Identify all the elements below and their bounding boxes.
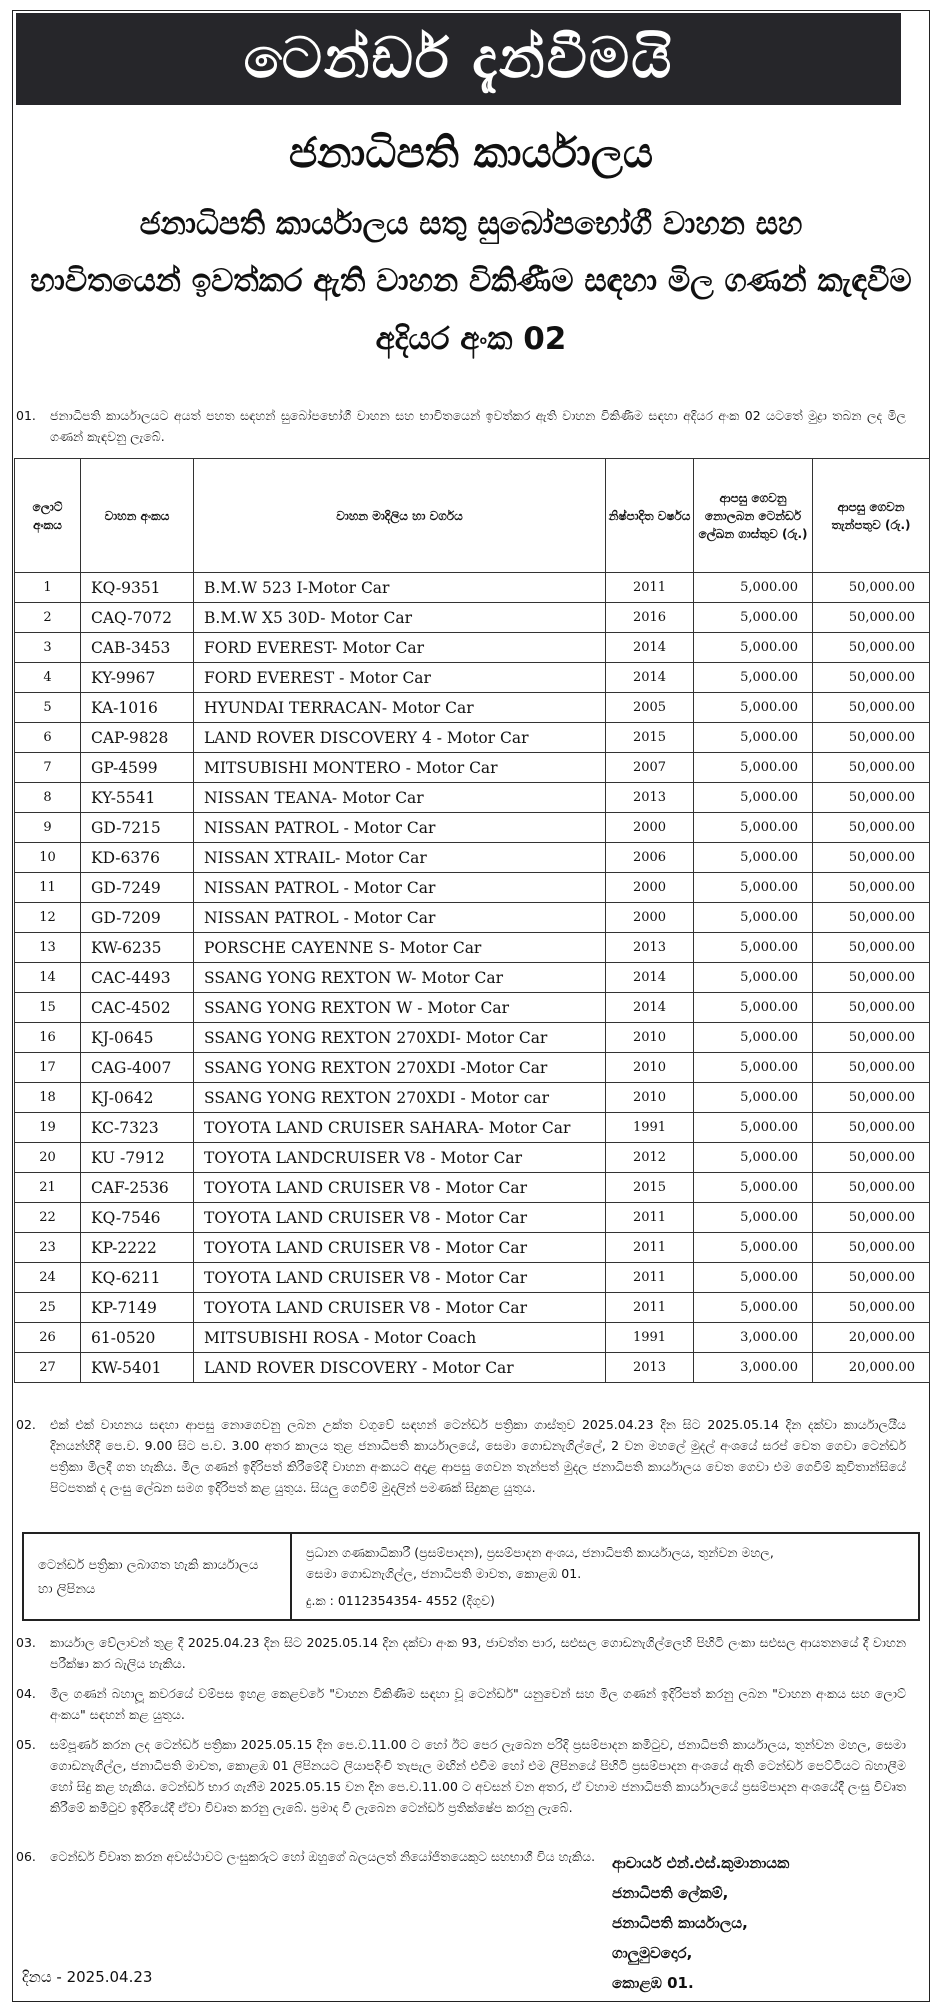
vehicle-model-cell: NISSAN PATROL - Motor Car — [194, 903, 606, 933]
lot-number-cell: 19 — [15, 1113, 81, 1143]
paragraph-text: ජනාධිපති කාර්යාලයට අයත් පහත සඳහන් සුබෝපභෝගී වාහන සහ භාවිතයෙන් ඉවත්කර ඇති වාහන විකිණීම සඳහා අදියර අංක 02 යටතේ මුද්‍රා තබන ලද මිල ගණන් කැඳවනු ලැබේ. — [50, 408, 906, 444]
signatory-address-city: කොළඹ 01. — [612, 1974, 694, 1992]
vehicle-model-cell: FORD EVEREST- Motor Car — [194, 633, 606, 663]
vehicle-model-cell: NISSAN PATROL - Motor Car — [194, 873, 606, 903]
table-row — [15, 1053, 930, 1083]
table-row — [15, 573, 930, 603]
vehicle-model-cell: TOYOTA LAND CRUISER V8 - Motor Car — [194, 1173, 606, 1203]
lot-number-cell: 3 — [15, 633, 81, 663]
document-fee-cell: 5,000.00 — [694, 1293, 813, 1323]
vehicle-model-cell: HYUNDAI TERRACAN- Motor Car — [194, 693, 606, 723]
document-fee-cell: 5,000.00 — [694, 753, 813, 783]
lot-number-cell: 20 — [15, 1143, 81, 1173]
paragraph-text: ටෙන්ඩර් විවෘත කරන අවස්ථාවට ලංසුකරුට හෝ ඔහුගේ බලයලත් නියෝජිතයෙකුට සහභාගී විය හැකිය. — [50, 1849, 596, 1864]
signature-block — [612, 1848, 912, 1998]
vehicle-number-cell: CAB-3453 — [81, 633, 194, 663]
vehicle-model-cell: NISSAN PATROL - Motor Car — [194, 813, 606, 843]
table-row — [15, 933, 930, 963]
paragraph-number: 06. — [16, 1849, 36, 1864]
manufacture-year-cell: 2014 — [606, 993, 694, 1023]
vehicle-number-cell: GD-7215 — [81, 813, 194, 843]
deposit-cell: 50,000.00 — [813, 573, 930, 603]
vehicle-number-cell: GD-7249 — [81, 873, 194, 903]
vehicle-number-cell: CAQ-7072 — [81, 603, 194, 633]
document-fee-cell: 5,000.00 — [694, 1173, 813, 1203]
signatory-address-street: ගාලුමුවදොර, — [612, 1944, 693, 1962]
tender-notice-banner: ටෙන්ඩර් දැන්වීමයි — [16, 13, 901, 105]
header-vehicle-number: වාහන අංකය — [81, 459, 194, 573]
vehicle-model-cell: TOYOTA LAND CRUISER SAHARA- Motor Car — [194, 1113, 606, 1143]
table-row — [15, 1323, 930, 1353]
vehicle-number-cell: KQ-9351 — [81, 573, 194, 603]
tender-office-box — [22, 1532, 920, 1621]
vehicle-number-cell: KP-2222 — [81, 1233, 194, 1263]
document-fee-cell: 3,000.00 — [694, 1353, 813, 1383]
manufacture-year-cell: 2000 — [606, 903, 694, 933]
deposit-cell: 50,000.00 — [813, 1143, 930, 1173]
manufacture-year-cell: 2010 — [606, 1023, 694, 1053]
manufacture-year-cell: 2000 — [606, 873, 694, 903]
table-row — [15, 873, 930, 903]
signatory-name: ආචාර්ය එන්.එස්.කුමානායක — [612, 1854, 790, 1872]
deposit-cell: 50,000.00 — [813, 933, 930, 963]
vehicle-model-cell: TOYOTA LAND CRUISER V8 - Motor Car — [194, 1263, 606, 1293]
notice-subtitle-line2: භාවිතයෙන් ඉවත්කර ඇති වාහන විකිණීම සඳහා මිල ගණන් කැඳවීම — [30, 263, 912, 299]
vehicle-model-cell: TOYOTA LANDCRUISER V8 - Motor Car — [194, 1143, 606, 1173]
lot-number-cell: 13 — [15, 933, 81, 963]
deposit-cell: 50,000.00 — [813, 1173, 930, 1203]
header-lot-number: ලොට් අංකය — [15, 459, 81, 573]
vehicle-number-cell: KY-5541 — [81, 783, 194, 813]
document-fee-cell: 5,000.00 — [694, 1053, 813, 1083]
manufacture-year-cell: 2011 — [606, 1263, 694, 1293]
vehicle-number-cell: GD-7209 — [81, 903, 194, 933]
manufacture-year-cell: 2014 — [606, 963, 694, 993]
document-fee-cell: 5,000.00 — [694, 1113, 813, 1143]
vehicle-lots-table — [14, 458, 930, 1383]
vehicle-model-cell: LAND ROVER DISCOVERY - Motor Car — [194, 1353, 606, 1383]
manufacture-year-cell: 2015 — [606, 1173, 694, 1203]
document-fee-cell: 5,000.00 — [694, 603, 813, 633]
document-fee-cell: 5,000.00 — [694, 993, 813, 1023]
document-fee-cell: 5,000.00 — [694, 933, 813, 963]
table-row — [15, 813, 930, 843]
lot-number-cell: 23 — [15, 1233, 81, 1263]
header-document-fee: ආපසු ගෙවනු නොලබන ටෙන්ඩර් ලේඛන ගාස්තුව (රු.) — [694, 459, 813, 573]
paragraph-text: කාර්යාල වේලාවන් තුළ දී 2025.04.23 දින සිට 2025.05.14 දින දක්වා අංක 93, ජාවත්ත පාර, සළුසල ගොඩනැගිල්ලෙහි පිහිටි ලංකා සළුසල ආයතනයේ දී වාහන පරීක්ෂා කර බැලිය හැකිය. — [50, 1635, 906, 1671]
vehicle-number-cell: GP-4599 — [81, 753, 194, 783]
manufacture-year-cell: 2000 — [606, 813, 694, 843]
vehicle-number-cell: KJ-0642 — [81, 1083, 194, 1113]
document-fee-cell: 5,000.00 — [694, 1143, 813, 1173]
document-fee-cell: 5,000.00 — [694, 663, 813, 693]
deposit-cell: 50,000.00 — [813, 843, 930, 873]
document-fee-cell: 5,000.00 — [694, 1083, 813, 1113]
table-row — [15, 753, 930, 783]
lot-number-cell: 4 — [15, 663, 81, 693]
notice-date: දිනය - 2025.04.23 — [22, 1968, 153, 1986]
lot-number-cell: 26 — [15, 1323, 81, 1353]
lot-number-cell: 12 — [15, 903, 81, 933]
vehicle-number-cell: CAG-4007 — [81, 1053, 194, 1083]
vehicle-number-cell: KQ-6211 — [81, 1263, 194, 1293]
table-row — [15, 1293, 930, 1323]
manufacture-year-cell: 2007 — [606, 753, 694, 783]
vehicle-model-cell: PORSCHE CAYENNE S- Motor Car — [194, 933, 606, 963]
lot-number-cell: 22 — [15, 1203, 81, 1233]
table-row — [15, 963, 930, 993]
deposit-cell: 50,000.00 — [813, 663, 930, 693]
document-fee-cell: 5,000.00 — [694, 873, 813, 903]
vehicle-model-cell: SSANG YONG REXTON 270XDI - Motor car — [194, 1083, 606, 1113]
vehicle-number-cell: CAC-4493 — [81, 963, 194, 993]
manufacture-year-cell: 2010 — [606, 1083, 694, 1113]
document-fee-cell: 5,000.00 — [694, 633, 813, 663]
table-row — [15, 633, 930, 663]
deposit-cell: 50,000.00 — [813, 1263, 930, 1293]
deposit-cell: 50,000.00 — [813, 783, 930, 813]
vehicle-model-cell: TOYOTA LAND CRUISER V8 - Motor Car — [194, 1293, 606, 1323]
lot-number-cell: 8 — [15, 783, 81, 813]
paragraph-05 — [16, 1734, 906, 1818]
table-row — [15, 603, 930, 633]
table-row — [15, 993, 930, 1023]
manufacture-year-cell: 2011 — [606, 1203, 694, 1233]
lot-number-cell: 6 — [15, 723, 81, 753]
vehicle-number-cell: KA-1016 — [81, 693, 194, 723]
deposit-cell: 50,000.00 — [813, 633, 930, 663]
deposit-cell: 50,000.00 — [813, 1023, 930, 1053]
vehicle-model-cell: SSANG YONG REXTON W - Motor Car — [194, 993, 606, 1023]
vehicle-number-cell: CAF-2536 — [81, 1173, 194, 1203]
lot-number-cell: 21 — [15, 1173, 81, 1203]
header-vehicle-model: වාහන මාදිලිය හා වර්ගය — [194, 459, 606, 573]
office-label: ටෙන්ඩර් පත්‍රිකා ලබාගත හැකි කාර්යාලය හා ලිපිනය — [24, 1534, 292, 1619]
table-header-row — [15, 459, 930, 573]
lot-number-cell: 24 — [15, 1263, 81, 1293]
document-fee-cell: 5,000.00 — [694, 1023, 813, 1053]
paragraph-number: 03. — [16, 1635, 36, 1650]
vehicle-model-cell: SSANG YONG REXTON W- Motor Car — [194, 963, 606, 993]
lot-number-cell: 10 — [15, 843, 81, 873]
office-phone: දු.ක : 0112354354- 4552 (දිගුව) — [306, 1593, 495, 1608]
table-row — [15, 1203, 930, 1233]
lot-number-cell: 18 — [15, 1083, 81, 1113]
table-body — [15, 573, 930, 1383]
vehicle-number-cell: KQ-7546 — [81, 1203, 194, 1233]
vehicle-number-cell: 61-0520 — [81, 1323, 194, 1353]
vehicle-model-cell: NISSAN XTRAIL- Motor Car — [194, 843, 606, 873]
vehicle-number-cell: KU -7912 — [81, 1143, 194, 1173]
paragraph-text: එක් එක් වාහනය සඳහා ආපසු නොගෙවනු ලබන උක්ත වගුවේ සඳහන් ටෙන්ඩර් පත්‍රිකා ගාස්තුව 2025.04.23 දින සිට 2025.05.14 දින දක්වා කාර්යාලයීය දිනයන්හිදී පෙ.ව. 9.00 සිට ප.ව. 3.00 අතර කාලය තුළ ජනාධිපති කාර්යාලයේ, සෙමා ගොඩනැගිල්ලේ, 2 වන මහලේ මුදල් අංශයේ සරප් වෙත ගෙවා ටෙන්ඩර් පත්‍රිකා මිලදී ගත හැකිය. මිල ගණන් ඉදිරිපත් කිරීමේදී වාහන අංකයට අදාළ ආපසු ගෙවන තැන්පත් මුදල ජනාධිපති කාර්යාලය වෙත ගෙවා එම ගෙවීම් කුවිතාන්සියේ පිටපතක් ද ලංසු ලේඛන සමග ඉදිරිපත් කළ යුතුය. සියලු ගෙවීම් මුදලින් පමණක් සිදුකළ යුතුය. — [50, 1417, 906, 1495]
lot-number-cell: 2 — [15, 603, 81, 633]
office-address-line2: සෙමා ගොඩනැගිල්ල, ජනාධිපති මාවත, කොළඹ 01. — [306, 1566, 582, 1581]
deposit-cell: 50,000.00 — [813, 1233, 930, 1263]
vehicle-model-cell: FORD EVEREST - Motor Car — [194, 663, 606, 693]
paragraph-text: මිල ගණන් බහාලූ කවරයේ වම්පස ඉහළ කෙළවරේ "වාහන විකිණීම සඳහා වූ ටෙන්ඩර්" යනුවෙන් සහ මිල ගණන් ඉදිරිපත් කරනු ලබන "වාහන අංකය සහ ලොට් අංකය" සඳහන් කළ යුතුය. — [50, 1686, 906, 1722]
lot-number-cell: 15 — [15, 993, 81, 1023]
header-refundable-deposit: ආපසු ගෙවන තැන්පතුව (රු.) — [813, 459, 930, 573]
lot-number-cell: 7 — [15, 753, 81, 783]
lot-number-cell: 16 — [15, 1023, 81, 1053]
lot-number-cell: 9 — [15, 813, 81, 843]
manufacture-year-cell: 2011 — [606, 573, 694, 603]
deposit-cell: 50,000.00 — [813, 723, 930, 753]
vehicle-number-cell: KP-7149 — [81, 1293, 194, 1323]
lot-number-cell: 17 — [15, 1053, 81, 1083]
table-row — [15, 1353, 930, 1383]
table-row — [15, 1113, 930, 1143]
table-row — [15, 1143, 930, 1173]
manufacture-year-cell: 2012 — [606, 1143, 694, 1173]
vehicle-model-cell: SSANG YONG REXTON 270XDI -Motor Car — [194, 1053, 606, 1083]
table-row — [15, 1173, 930, 1203]
office-address — [292, 1534, 918, 1619]
vehicle-number-cell: KW-5401 — [81, 1353, 194, 1383]
vehicle-model-cell: MITSUBISHI MONTERO - Motor Car — [194, 753, 606, 783]
manufacture-year-cell: 2015 — [606, 723, 694, 753]
vehicle-model-cell: NISSAN TEANA- Motor Car — [194, 783, 606, 813]
deposit-cell: 50,000.00 — [813, 1053, 930, 1083]
vehicle-model-cell: B.M.W X5 30D- Motor Car — [194, 603, 606, 633]
table-row — [15, 1233, 930, 1263]
paragraph-number: 02. — [16, 1417, 36, 1432]
manufacture-year-cell: 1991 — [606, 1323, 694, 1353]
lot-number-cell: 1 — [15, 573, 81, 603]
document-fee-cell: 5,000.00 — [694, 693, 813, 723]
document-fee-cell: 5,000.00 — [694, 783, 813, 813]
deposit-cell: 50,000.00 — [813, 1113, 930, 1143]
paragraph-03 — [16, 1632, 906, 1674]
lot-number-cell: 27 — [15, 1353, 81, 1383]
document-fee-cell: 5,000.00 — [694, 843, 813, 873]
paragraph-04 — [16, 1683, 906, 1725]
table-row — [15, 1023, 930, 1053]
manufacture-year-cell: 2016 — [606, 603, 694, 633]
document-fee-cell: 5,000.00 — [694, 1233, 813, 1263]
table-row — [15, 783, 930, 813]
office-address-line1: ප්‍රධාන ගණකාධිකාරී (ප්‍රසම්පාදන), ප්‍රසම්පාදන අංශය, ජනාධිපති කාර්යාලය, තුන්වන මහල, — [306, 1545, 774, 1560]
organization-title: ජනාධිපති කාර්යාලය — [288, 128, 654, 177]
manufacture-year-cell: 2006 — [606, 843, 694, 873]
document-fee-cell: 5,000.00 — [694, 1203, 813, 1233]
table-row — [15, 903, 930, 933]
vehicle-model-cell: SSANG YONG REXTON 270XDI- Motor Car — [194, 1023, 606, 1053]
document-fee-cell: 5,000.00 — [694, 573, 813, 603]
deposit-cell: 50,000.00 — [813, 1203, 930, 1233]
table-row — [15, 723, 930, 753]
document-fee-cell: 5,000.00 — [694, 903, 813, 933]
document-fee-cell: 5,000.00 — [694, 963, 813, 993]
deposit-cell: 50,000.00 — [813, 753, 930, 783]
paragraph-number: 05. — [16, 1737, 36, 1752]
deposit-cell: 50,000.00 — [813, 1083, 930, 1113]
manufacture-year-cell: 2010 — [606, 1053, 694, 1083]
manufacture-year-cell: 2005 — [606, 693, 694, 723]
table-row — [15, 663, 930, 693]
deposit-cell: 50,000.00 — [813, 603, 930, 633]
paragraph-number: 04. — [16, 1686, 36, 1701]
deposit-cell: 50,000.00 — [813, 1293, 930, 1323]
vehicle-model-cell: MITSUBISHI ROSA - Motor Coach — [194, 1323, 606, 1353]
paragraph-02 — [16, 1414, 906, 1498]
vehicle-number-cell: KW-6235 — [81, 933, 194, 963]
deposit-cell: 20,000.00 — [813, 1353, 930, 1383]
vehicle-number-cell: CAP-9828 — [81, 723, 194, 753]
vehicle-number-cell: KY-9967 — [81, 663, 194, 693]
vehicle-model-cell: LAND ROVER DISCOVERY 4 - Motor Car — [194, 723, 606, 753]
table-row — [15, 1263, 930, 1293]
deposit-cell: 50,000.00 — [813, 873, 930, 903]
notice-phase-number: අදියර අංක 02 — [375, 321, 567, 357]
lot-number-cell: 25 — [15, 1293, 81, 1323]
table-row — [15, 1083, 930, 1113]
manufacture-year-cell: 2013 — [606, 783, 694, 813]
header-manufacture-year: නිෂ්පාදිත වර්ෂය — [606, 459, 694, 573]
notice-subtitle-line1: ජනාධිපති කාර්යාලය සතු සුබෝපභෝගී වාහන සහ — [139, 206, 803, 242]
vehicle-model-cell: TOYOTA LAND CRUISER V8 - Motor Car — [194, 1203, 606, 1233]
vehicle-number-cell: KC-7323 — [81, 1113, 194, 1143]
deposit-cell: 20,000.00 — [813, 1323, 930, 1353]
table-row — [15, 843, 930, 873]
lot-number-cell: 5 — [15, 693, 81, 723]
document-fee-cell: 5,000.00 — [694, 723, 813, 753]
vehicle-model-cell: TOYOTA LAND CRUISER V8 - Motor Car — [194, 1233, 606, 1263]
signatory-title: ජනාධිපති ලේකම්, — [612, 1884, 729, 1902]
manufacture-year-cell: 2013 — [606, 933, 694, 963]
manufacture-year-cell: 2011 — [606, 1293, 694, 1323]
vehicle-number-cell: KJ-0645 — [81, 1023, 194, 1053]
vehicle-model-cell: B.M.W 523 I-Motor Car — [194, 573, 606, 603]
document-fee-cell: 5,000.00 — [694, 1263, 813, 1293]
vehicle-number-cell: CAC-4502 — [81, 993, 194, 1023]
lot-number-cell: 11 — [15, 873, 81, 903]
signatory-office: ජනාධිපති කාර්යාලය, — [612, 1914, 748, 1932]
deposit-cell: 50,000.00 — [813, 903, 930, 933]
document-fee-cell: 3,000.00 — [694, 1323, 813, 1353]
deposit-cell: 50,000.00 — [813, 963, 930, 993]
table-row — [15, 693, 930, 723]
document-fee-cell: 5,000.00 — [694, 813, 813, 843]
vehicle-number-cell: KD-6376 — [81, 843, 194, 873]
paragraph-text: සම්පූර්ණ කරන ලද ටෙන්ඩර් පත්‍රිකා 2025.05.15 දින පෙ.ව.11.00 ට හෝ ඊට පෙර ලැබෙන පරිදි ප්‍රසම්පාදන කමිටුව, ජනාධිපති කාර්යාලය, තුන්වන මහල, සෙමා ගොඩනැගිල්ල, ජනාධිපති මාවත, කොළඹ 01 ලිපිනයට ලියාපදිංචි තැපැල මඟින් එවීම හෝ එම ලිපිනයේ පිහිටි ප්‍රසම්පාදන අංශයේ ඇති ටෙන්ඩර් පෙට්ටියට බහාලීම හෝ සිදු කළ හැකිය. ටෙන්ඩර් භාර ගැනීම 2025.05.15 වන දින පෙ.ව.11.00 ට අවසන් වන අතර, ඒ වහාම ජනාධිපති කාර්යාලයේ ප්‍රසම්පාදන අංශයේදී ලංසු විවෘත කිරීමේ කමිටුව ඉදිරියේදී ඒවා විවෘත කරනු ලැබේ. ප්‍රමාද වී ලැබෙන ටෙන්ඩර් ප්‍රතික්ෂේප කරනු ලැබේ. — [50, 1737, 906, 1815]
manufacture-year-cell: 2013 — [606, 1353, 694, 1383]
deposit-cell: 50,000.00 — [813, 993, 930, 1023]
manufacture-year-cell: 2014 — [606, 663, 694, 693]
manufacture-year-cell: 2014 — [606, 633, 694, 663]
manufacture-year-cell: 2011 — [606, 1233, 694, 1263]
paragraph-01 — [16, 405, 906, 447]
deposit-cell: 50,000.00 — [813, 813, 930, 843]
deposit-cell: 50,000.00 — [813, 693, 930, 723]
lot-number-cell: 14 — [15, 963, 81, 993]
manufacture-year-cell: 1991 — [606, 1113, 694, 1143]
paragraph-number: 01. — [16, 408, 36, 423]
